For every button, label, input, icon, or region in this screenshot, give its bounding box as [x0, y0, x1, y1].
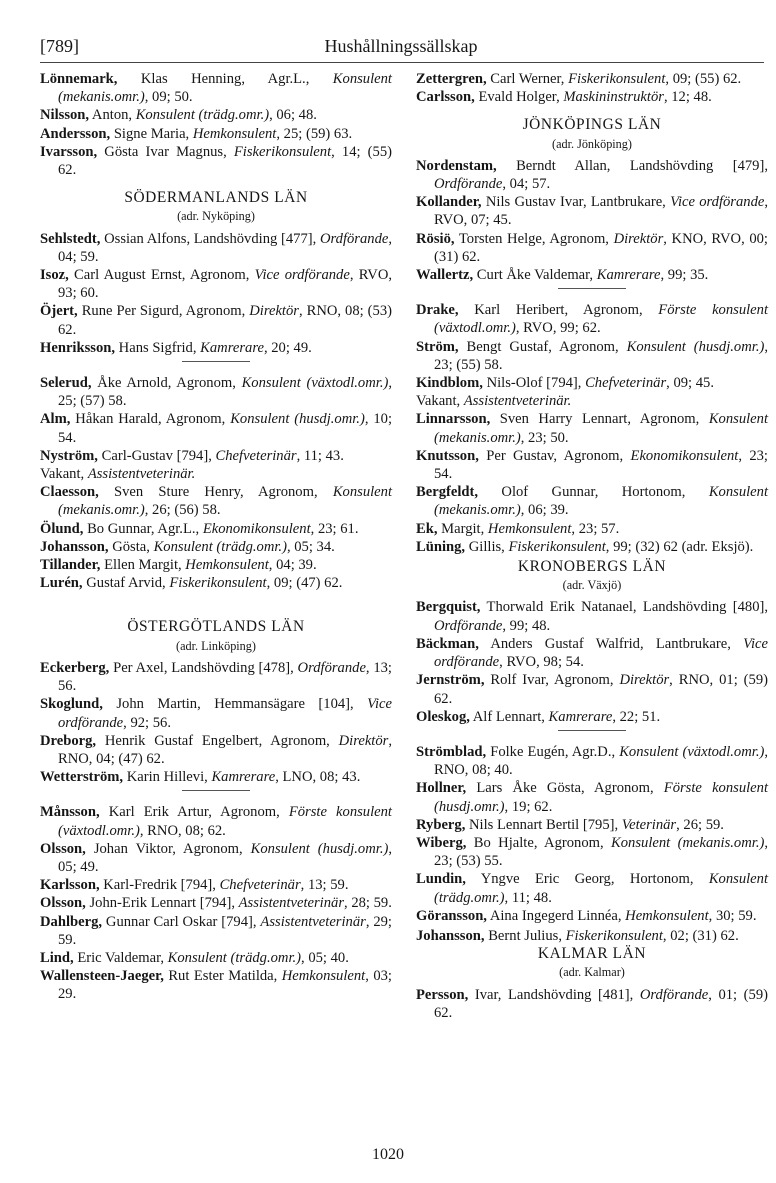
entry-surname: Wiberg, — [416, 834, 467, 851]
entry-role: Ordförande — [639, 986, 709, 1003]
entry-role: Konsulent (växtodl.omr.) — [241, 375, 389, 392]
entry-role: Konsulent (trädg.omr.) — [135, 107, 270, 124]
entry-surname: Lüning, — [416, 538, 466, 555]
directory-entry: Olsson, Johan Viktor, Agronom, Konsulent (husdj.omr.), 05; 49. — [40, 840, 392, 875]
directory-entry: Nilsson, Anton, Konsulent (trädg.omr.), 06; 48. — [40, 107, 317, 124]
directory-entry: Linnarsson, Sven Harry Lennart, Agronom, Konsulent (mekanis.omr.), 23; 50. — [416, 411, 768, 446]
entry-role: Ordförande — [319, 230, 389, 247]
directory-entry: Henriksson, Hans Sigfrid, Kamrerare, 20; 49. — [40, 339, 312, 356]
entry-role: Förste konsulent (växtodl.omr.) — [58, 804, 392, 839]
entry-role: Vice ordförande — [434, 635, 769, 671]
entry-role: Ordförande — [434, 617, 503, 634]
directory-entry: Nordenstam, Berndt Allan, Landshövding [479], Ordförande, 04; 57. — [416, 157, 768, 193]
entry-surname: Lönnemark, — [40, 71, 118, 87]
directory-entry: Claesson, Sven Sture Henry, Agronom, Konsulent (mekanis.omr.), 26; (56) 58. — [40, 484, 392, 519]
entry-role: Hemkonsulent — [625, 907, 709, 924]
entry-surname: Tillander, — [40, 557, 101, 574]
page-header — [40, 36, 762, 62]
entry-role: Ordförande — [434, 176, 503, 193]
directory-entry: Bäckman, Anders Gustaf Walfrid, Lantbrukare, Vice ordförande, RVO, 98; 54. — [416, 635, 769, 671]
directory-entry: Ivarsson, Gösta Ivar Magnus, Fiskerikonsulent, 14; (55) 62. — [40, 143, 392, 179]
entry-surname: Karlsson, — [40, 877, 100, 894]
entry-role: Konsulent (mekanis.omr.) — [58, 484, 392, 519]
directory-entry: Karlsson, Karl-Fredrik [794], Chefveterinär, 13; 59. — [40, 877, 349, 894]
entry-surname: Öjert, — [40, 303, 78, 320]
directory-entry: Carlsson, Evald Holger, Maskininstruktör, 12; 48. — [416, 89, 712, 106]
entry-role: Chefveterinär — [585, 375, 667, 392]
county-section — [416, 945, 768, 981]
entry-surname: Skoglund, — [40, 696, 103, 713]
entry-surname: Alm, — [40, 411, 71, 428]
entry-surname: Bäckman, — [416, 635, 479, 652]
entry-surname: Lundin, — [416, 871, 466, 888]
entry-role: Assistentveterinär — [260, 913, 366, 930]
entry-surname: Ryberg, — [416, 816, 466, 833]
directory-entry: Kollander, Nils Gustav Ivar, Lantbrukare, Vice ordförande, RVO, 07; 45. — [416, 194, 769, 229]
county-address: (adr. Växjö) — [562, 578, 622, 593]
directory-entry: Hollner, Lars Åke Gösta, Agronom, Förste konsulent (husdj.omr.), 19; 62. — [416, 780, 768, 815]
entry-role: Fiskerikonsulent — [565, 927, 663, 944]
entry-role: Fiskerikonsulent — [169, 575, 267, 592]
entry-surname: Bergfeldt, — [416, 484, 479, 501]
directory-entry: Vakant, Assistentveterinär. — [416, 393, 572, 410]
entry-role: Direktör — [613, 230, 664, 247]
directory-entry: Dreborg, Henrik Gustaf Engelbert, Agronom, Direktör, RNO, 04; (47) 62. — [40, 732, 392, 767]
entry-role: Fiskerikonsulent — [233, 143, 332, 160]
section-divider — [182, 790, 250, 791]
entry-surname: Henriksson, — [40, 339, 116, 356]
entry-role: Vice ordförande — [670, 194, 765, 211]
entry-role: Kamrerare — [596, 267, 661, 284]
directory-entry: Wallensteen-Jaeger, Rut Ester Matilda, Hemkonsulent, 03; 29. — [40, 968, 392, 1003]
directory-entry: Johansson, Gösta, Konsulent (trädg.omr.), 05; 34. — [40, 538, 335, 555]
directory-entry: Eckerberg, Per Axel, Landshövding [478], Ordförande, 13; 56. — [40, 659, 392, 695]
entry-surname: Knutsson, — [416, 447, 479, 464]
entry-role: Konsulent (mekanis.omr.) — [58, 71, 392, 106]
directory-entry: Månsson, Karl Erik Artur, Agronom, Förste konsulent (växtodl.omr.), RNO, 08; 62. — [40, 804, 392, 839]
entry-role: Direktör — [338, 732, 389, 749]
directory-entry: Skoglund, John Martin, Hemmansägare [104], Vice ordförande, 92; 56. — [40, 696, 392, 731]
directory-entry: Ölund, Bo Gunnar, Agr.L., Ekonomikonsulent, 23; 61. — [40, 520, 359, 537]
entry-surname: Strömblad, — [416, 743, 487, 760]
entry-surname: Wetterström, — [40, 769, 124, 786]
directory-entry: Knutsson, Per Gustav, Agronom, Ekonomikonsulent, 23; 54. — [416, 447, 768, 483]
entry-role: Ekonomikonsulent — [202, 520, 311, 537]
directory-entry: Bergquist, Thorwald Erik Natanael, Landshövding [480], Ordförande, 99; 48. — [416, 599, 769, 634]
directory-entry: Strömblad, Folke Eugén, Agr.D., Konsulent (växtodl.omr.), RNO, 08; 40. — [416, 743, 768, 779]
entry-surname: Lurén, — [40, 575, 83, 592]
entry-surname: Linnarsson, — [416, 411, 491, 428]
entry-role: Konsulent (husdj.omr.) — [626, 338, 765, 355]
entry-role: Konsulent (trädg.omr.) — [153, 538, 287, 555]
directory-entry: Alm, Håkan Harald, Agronom, Konsulent (husdj.omr.), 10; 54. — [40, 411, 392, 446]
entry-surname: Ölund, — [40, 520, 84, 537]
county-section — [416, 558, 768, 594]
entry-role: Konsulent (mekanis.omr.) — [611, 834, 765, 851]
entry-role: Konsulent (husdj.omr.) — [250, 840, 389, 857]
entry-role: Hemkonsulent — [192, 125, 277, 142]
directory-entry: Ek, Margit, Hemkonsulent, 23; 57. — [416, 520, 620, 537]
directory-entry: Vakant, Assistentveterinär. — [40, 466, 196, 483]
entry-surname: Wallertz, — [416, 267, 474, 284]
directory-entry: Wiberg, Bo Hjalte, Agronom, Konsulent (mekanis.omr.), 23; (53) 55. — [416, 834, 768, 870]
entry-role: Fiskerikonsulent — [568, 71, 666, 87]
entry-role: Konsulent (trädg.omr.) — [434, 871, 768, 906]
directory-entry: Olsson, John-Erik Lennart [794], Assistentveterinär, 28; 59. — [40, 895, 392, 912]
county-address: (adr. Linköping) — [176, 638, 256, 653]
entry-role: Kamrerare — [211, 769, 276, 786]
entry-role: Konsulent (växtodl.omr.) — [619, 743, 765, 760]
header-title: Hushållningssällskap — [324, 36, 478, 56]
entry-role: Direktör — [619, 672, 670, 689]
directory-entry: Oleskog, Alf Lennart, Kamrerare, 22; 51. — [416, 708, 661, 725]
county-section — [40, 618, 392, 654]
directory-entry: Drake, Karl Heribert, Agronom, Förste konsulent (växtodl.omr.), RVO, 99; 62. — [416, 302, 768, 337]
right-column — [416, 70, 768, 1022]
directory-entry: Persson, Ivar, Landshövding [481], Ordförande, 01; (59) 62. — [416, 986, 768, 1021]
directory-entry: Nyström, Carl-Gustav [794], Chefveterinär, 11; 43. — [40, 447, 344, 464]
entry-surname: Johansson, — [416, 927, 485, 944]
entry-surname: Ström, — [416, 338, 459, 355]
directory-entry: Bergfeldt, Olof Gunnar, Hortonom, Konsulent (mekanis.omr.), 06; 39. — [416, 484, 768, 519]
directory-entry: Zettergren, Carl Werner, Fiskerikonsulent, 09; (55) 62. — [416, 71, 742, 87]
entry-role: Vice ordförande — [254, 267, 350, 284]
entry-surname: Olsson, — [40, 895, 86, 912]
county-address: (adr. Nyköping) — [177, 209, 255, 224]
county-address: (adr. Jönköping) — [552, 136, 632, 151]
section-divider — [558, 730, 626, 731]
entry-role: Förste konsulent (husdj.omr.) — [434, 780, 768, 815]
entry-surname: Andersson, — [40, 125, 111, 142]
directory-entry: Sehlstedt, Ossian Alfons, Landshövding [477], Ordförande, 04; 59. — [40, 230, 392, 265]
section-divider — [558, 288, 626, 289]
county-section — [416, 116, 768, 152]
entry-surname: Kindblom, — [416, 375, 483, 392]
directory-entry: Jernström, Rolf Ivar, Agronom, Direktör, RNO, 01; (59) 62. — [416, 672, 768, 707]
entry-surname: Olsson, — [40, 840, 86, 857]
entry-surname: Selerud, — [40, 375, 92, 392]
entry-role: Vice ordförande — [58, 696, 392, 731]
county-heading: ÖSTERGÖTLANDS LÄN — [127, 618, 305, 636]
section-divider — [182, 361, 250, 362]
entry-role: Kamrerare — [200, 339, 264, 356]
entry-surname: Hollner, — [416, 780, 467, 797]
entry-role: Assistentveterinär — [238, 895, 345, 912]
entry-surname: Carlsson, — [416, 89, 475, 106]
entry-role: Förste konsulent (växtodl.omr.) — [434, 302, 768, 337]
directory-entry: Wetterström, Karin Hillevi, Kamrerare, LNO, 08; 43. — [40, 769, 361, 786]
entry-surname: Dahlberg, — [40, 913, 103, 930]
directory-entry: Isoz, Carl August Ernst, Agronom, Vice ordförande, RVO, 93; 60. — [40, 267, 393, 302]
entry-role: Veterinär — [621, 816, 677, 833]
entry-surname: Bergquist, — [416, 599, 481, 616]
directory-entry: Ryberg, Nils Lennart Bertil [795], Veterinär, 26; 59. — [416, 816, 724, 833]
entry-surname: Lind, — [40, 949, 74, 966]
entry-surname: Jernström, — [416, 672, 485, 689]
entry-surname: Isoz, — [40, 267, 69, 284]
entry-role: Konsulent (husdj.omr.) — [230, 411, 365, 428]
entry-surname: Persson, — [416, 986, 469, 1003]
entry-surname: Ek, — [416, 520, 438, 537]
entry-role: Maskininstruktör — [563, 89, 664, 106]
entry-role: Hemkonsulent — [281, 968, 366, 985]
county-address: (adr. Kalmar) — [559, 965, 625, 980]
directory-entry: Dahlberg, Gunnar Carl Oskar [794], Assistentveterinär, 29; 59. — [40, 913, 392, 948]
directory-entry: Lind, Eric Valdemar, Konsulent (trädg.omr.), 05; 40. — [40, 949, 349, 966]
county-heading: JÖNKÖPINGS LÄN — [522, 116, 662, 134]
directory-entry: Öjert, Rune Per Sigurd, Agronom, Direktör, RNO, 08; (53) 62. — [40, 303, 392, 338]
entry-role: Ordförande — [297, 659, 366, 676]
entry-surname: Nilsson, — [40, 107, 90, 124]
entry-surname: Sehlstedt, — [40, 230, 101, 247]
entry-surname: Nyström, — [40, 447, 98, 464]
entry-surname: Wallensteen-Jaeger, — [40, 968, 164, 985]
directory-entry: Lönnemark, Klas Henning, Agr.L., Konsulent (mekanis.omr.), 09; 50. — [40, 71, 392, 106]
directory-entry: Ström, Bengt Gustaf, Agronom, Konsulent (husdj.omr.), 23; (55) 58. — [416, 338, 768, 373]
county-heading: SÖDERMANLANDS LÄN — [124, 189, 308, 207]
entry-surname: Oleskog, — [416, 708, 470, 725]
entry-role: Kamrerare — [548, 708, 613, 725]
directory-entry: Selerud, Åke Arnold, Agronom, Konsulent (växtodl.omr.), 25; (57) 58. — [40, 375, 392, 410]
directory-entry: Johansson, Bernt Julius, Fiskerikonsulent, 02; (31) 62. — [416, 927, 739, 944]
directory-entry: Lundin, Yngve Eric Georg, Hortonom, Konsulent (trädg.omr.), 11; 48. — [416, 871, 768, 906]
entry-surname: Nordenstam, — [416, 157, 497, 174]
directory-entry: Rösiö, Torsten Helge, Agronom, Direktör, KNO, RVO, 00; (31) 62. — [416, 230, 768, 265]
entry-role: Konsulent (mekanis.omr.) — [434, 411, 768, 446]
entry-role: Hemkonsulent — [185, 557, 269, 574]
header-rule — [40, 62, 764, 63]
directory-entry: Wallertz, Curt Åke Valdemar, Kamrerare, 99; 35. — [416, 267, 709, 284]
entry-role: Assistentveterinär. — [463, 393, 572, 410]
entry-surname: Eckerberg, — [40, 659, 110, 676]
entry-role: Ekonomikonsulent — [630, 447, 739, 464]
entry-role: Chefveterinär — [219, 877, 301, 894]
entry-role: Hemkonsulent — [487, 520, 572, 537]
entry-role: Direktör — [249, 303, 299, 320]
entry-role: Konsulent (trädg.omr.) — [167, 949, 302, 966]
directory-entry: Kindblom, Nils-Olof [794], Chefveterinär, 09; 45. — [416, 375, 714, 392]
county-heading: KALMAR LÄN — [537, 945, 647, 963]
entry-surname: Dreborg, — [40, 732, 97, 749]
entry-surname: Zettergren, — [416, 71, 487, 87]
entry-surname: Göransson, — [416, 907, 487, 924]
entry-surname: Claesson, — [40, 484, 99, 501]
entry-surname: Kollander, — [416, 194, 482, 211]
entry-surname: Johansson, — [40, 538, 109, 555]
county-section — [40, 189, 392, 225]
entry-role: Assistentveterinär. — [87, 466, 196, 483]
directory-entry: Andersson, Signe Maria, Hemkonsulent, 25; (59) 63. — [40, 125, 353, 142]
header-page-ref: [789] — [40, 36, 79, 56]
directory-entry: Tillander, Ellen Margit, Hemkonsulent, 04; 39. — [40, 557, 317, 574]
directory-entry: Lurén, Gustaf Arvid, Fiskerikonsulent, 09; (47) 62. — [40, 575, 343, 592]
entry-role: Konsulent (mekanis.omr.) — [434, 484, 768, 519]
directory-entry: Lüning, Gillis, Fiskerikonsulent, 99; (32) 62 (adr. Eksjö). — [416, 538, 754, 555]
entry-surname: Ivarsson, — [40, 143, 98, 160]
left-column — [40, 70, 392, 1004]
entry-surname: Rösiö, — [416, 230, 455, 247]
county-heading: KRONOBERGS LÄN — [517, 558, 667, 576]
entry-surname: Månsson, — [40, 804, 100, 821]
entry-role: Fiskerikonsulent — [508, 538, 606, 555]
page-number: 1020 — [372, 1146, 404, 1163]
entry-surname: Drake, — [416, 302, 459, 319]
directory-entry: Göransson, Aina Ingegerd Linnéa, Hemkonsulent, 30; 59. — [416, 907, 757, 924]
entry-role: Chefveterinär — [215, 447, 297, 464]
